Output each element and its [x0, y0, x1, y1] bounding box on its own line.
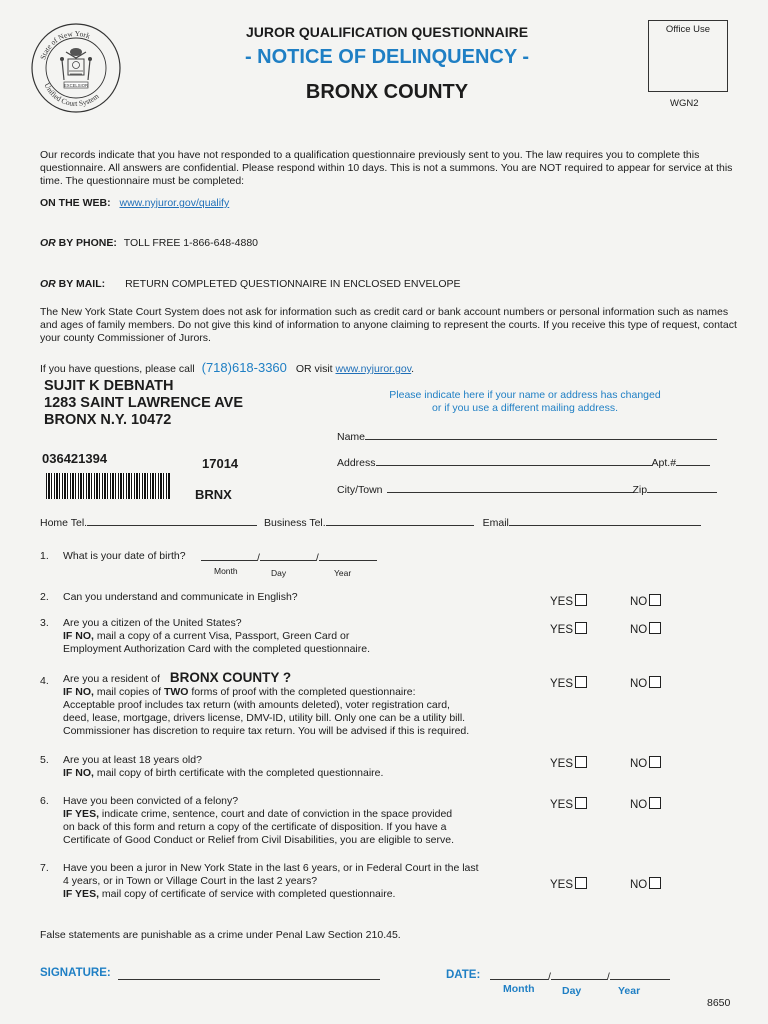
privacy-paragraph: The New York State Court System does not ask for information such as credit card or bank account numbers or personal information such as names and ages of family members. Do not give this kind of information to anyone claiming to represent the courts. If you receive this type of request, contact your county Commissioner of Jurors. [40, 306, 737, 344]
contact-row [40, 515, 701, 529]
office-use-label: Office Use [665, 24, 711, 35]
change-notice-line2: or if you use a different mailing address. [432, 402, 618, 414]
date-month-label: Month [503, 983, 535, 995]
q7-if-label: IF YES, [63, 888, 99, 900]
q5-no-label: NO [630, 758, 648, 770]
phone-method [40, 237, 258, 249]
home-tel-field[interactable] [40, 517, 257, 529]
q2-line: Can you understand and communicate in English? [63, 591, 298, 603]
delinquency-notice: - NOTICE OF DELINQUENCY - [244, 46, 530, 68]
q4-yes[interactable] [550, 676, 587, 690]
q2-text [63, 591, 533, 604]
mail-method [40, 278, 461, 290]
q6-yes[interactable] [550, 797, 587, 811]
q4-number: 4. [40, 675, 49, 687]
signature-label: SIGNATURE: [40, 967, 111, 979]
q6-if-line1: indicate crime, sentence, court and date of conviction in the space provided [99, 808, 453, 820]
home-tel-label: Home Tel. [40, 517, 88, 529]
q4-if-pre: mail copies of [93, 686, 164, 698]
q6-if-line2: on back of this form and return a copy of the certificate of disposition. If you have a [63, 821, 447, 833]
q7-no[interactable] [630, 877, 661, 891]
q3-yes-label: YES [550, 624, 574, 636]
web-link[interactable]: www.nyjuror.gov/qualify [119, 197, 230, 209]
q7-text [63, 862, 543, 901]
address-field[interactable] [337, 455, 710, 469]
date-year-label: Year [618, 985, 641, 997]
q3-yes[interactable] [550, 622, 587, 636]
q7-yes-checkbox[interactable] [575, 877, 587, 889]
zip-field-label: Zip [632, 484, 648, 496]
q5-if-line1: mail copy of birth certificate with the completed questionnaire. [93, 767, 384, 779]
q5-no-checkbox[interactable] [649, 756, 661, 768]
dob-day-label: Day [271, 568, 287, 578]
addressee-street: 1283 SAINT LAWRENCE AVE [44, 395, 244, 411]
q7-no-label: NO [630, 879, 648, 891]
q6-number: 6. [40, 795, 49, 807]
questions-mid: OR visit [295, 363, 333, 375]
name-field[interactable] [337, 429, 717, 443]
help-phone: (718)618-3360 [201, 360, 287, 375]
barcode [46, 473, 170, 499]
q3-line: Are you a citizen of the United States? [63, 617, 242, 629]
mail-text: RETURN COMPLETED QUESTIONNAIRE IN ENCLOSED ENVELOPE [125, 278, 461, 290]
q3-no-label: NO [630, 624, 648, 636]
q1-line: What is your date of birth? [63, 550, 186, 562]
q6-text [63, 795, 533, 847]
phone-label: BY PHONE: [55, 237, 117, 249]
q5-yes[interactable] [550, 756, 587, 770]
q4-no[interactable] [630, 676, 661, 690]
city-field-label: City/Town [337, 484, 383, 496]
q2-no-label: NO [630, 596, 648, 608]
office-use-box [648, 20, 728, 92]
form-code: WGN2 [670, 98, 699, 109]
q3-if-line1: mail a copy of a current Visa, Passport, Green Card or [93, 630, 350, 642]
questions-suffix: . [411, 363, 415, 375]
q4-county: BRONX COUNTY ? [169, 670, 292, 685]
juror-id: 036421394 [42, 451, 108, 466]
q4-if-post: forms of proof with the completed questionnaire: [188, 686, 416, 698]
q5-line: Are you at least 18 years old? [63, 754, 202, 766]
web-method [40, 197, 229, 209]
help-link[interactable]: www.nyjuror.gov [335, 363, 412, 375]
q4-extra-line1: Acceptable proof includes tax return (with amounts deleted), voter registration card, [63, 699, 450, 711]
addressee-city: BRONX N.Y. 10472 [44, 412, 172, 428]
q5-yes-label: YES [550, 758, 574, 770]
q5-if-label: IF NO, [63, 767, 94, 779]
q7-number: 7. [40, 862, 49, 874]
phone-text: TOLL FREE 1-866-648-4880 [123, 237, 258, 249]
q1-number: 1. [40, 550, 49, 562]
county-code: BRNX [195, 487, 232, 502]
q3-text [63, 617, 533, 656]
q7-yes[interactable] [550, 877, 587, 891]
addressee-block [44, 378, 243, 429]
apt-field-label: Apt.# [651, 457, 677, 469]
q6-no-label: NO [630, 799, 648, 811]
q3-yes-checkbox[interactable] [575, 622, 587, 634]
web-label: ON THE WEB: [40, 197, 111, 209]
q2-yes[interactable] [550, 594, 587, 608]
business-tel-field[interactable] [264, 517, 474, 529]
q7-if-line1: mail copy of certificate of service with completed questionnaire. [99, 888, 396, 900]
email-field[interactable] [483, 517, 701, 529]
q2-yes-label: YES [550, 596, 574, 608]
q5-no[interactable] [630, 756, 661, 770]
false-statements: False statements are punishable as a crime under Penal Law Section 210.45. [40, 929, 401, 941]
dob-month-label: Month [214, 566, 238, 576]
change-notice-line1: Please indicate here if your name or address has changed [389, 389, 661, 401]
q6-line: Have you been convicted of a felony? [63, 795, 239, 807]
address-field-label: Address [337, 457, 376, 469]
q4-if-bold: TWO [163, 686, 189, 698]
q7-yes-label: YES [550, 879, 574, 891]
q4-yes-checkbox[interactable] [575, 676, 587, 688]
dob-year-label: Year [334, 568, 352, 578]
q6-yes-label: YES [550, 799, 574, 811]
q5-text [63, 754, 533, 780]
q3-if-line2: Employment Authorization Card with the completed questionnaire. [63, 643, 371, 655]
q3-no[interactable] [630, 622, 661, 636]
q6-no-checkbox[interactable] [649, 797, 661, 809]
business-tel-label: Business Tel. [264, 517, 326, 529]
addressee-name: SUJIT K DEBNATH [44, 378, 174, 394]
q6-if-label: IF YES, [63, 808, 99, 820]
name-field-label: Name [337, 431, 366, 443]
q4-lead: Are you a resident of [63, 673, 160, 685]
q5-yes-checkbox[interactable] [575, 756, 587, 768]
phone-or-label: OR [40, 237, 56, 249]
date-label: DATE: [446, 969, 481, 981]
q2-number: 2. [40, 591, 49, 603]
signature-line[interactable] [118, 968, 380, 980]
q7-no-checkbox[interactable] [649, 877, 661, 889]
seal-top-text: State of New York [38, 28, 92, 61]
seal-ribbon-text: EXCELSIOR [64, 83, 88, 88]
q2-yes-checkbox[interactable] [575, 594, 587, 606]
q7-line1: Have you been a juror in New York State in the last 6 years, or in Federal Court in the last [63, 862, 479, 874]
questions-prefix: If you have questions, please call [40, 363, 195, 375]
q4-yes-label: YES [550, 678, 574, 690]
questions-line [40, 360, 414, 375]
form-number: 8650 [707, 997, 731, 1009]
intro-paragraph: Our records indicate that you have not responded to a qualification questionnaire previously sent to you. The law requires you to complete this questionnaire. All answers are confidential. Please respond within 10 days. This is not a summons. You are NOT required to appear for service at this time. The questionnaire must be completed: [40, 149, 733, 187]
q6-no[interactable] [630, 797, 661, 811]
q4-if-label: IF NO, [63, 686, 94, 698]
dob-field[interactable]: / / [201, 550, 377, 564]
q5-number: 5. [40, 754, 49, 766]
county-title: BRONX COUNTY [305, 81, 469, 103]
mail-or-label: OR [40, 278, 56, 290]
q4-no-label: NO [630, 678, 648, 690]
change-notice [340, 389, 710, 415]
q3-no-checkbox[interactable] [649, 622, 661, 634]
q6-yes-checkbox[interactable] [575, 797, 587, 809]
q3-if-label: IF NO, [63, 630, 94, 642]
q4-extra-line2: deed, lease, mortgage, drivers license, DMV-ID, utility bill. Only one can be a utility bill. [63, 712, 466, 724]
q6-if-line3: Certificate of Good Conduct or Relief from Civil Disabilities, you are eligible to serve. [63, 834, 454, 846]
q3-number: 3. [40, 617, 49, 629]
date-day-label: Day [562, 985, 582, 997]
q7-line2: 4 years, or in Town or Village Court in the last 2 years? [63, 875, 318, 887]
q2-no-checkbox[interactable] [649, 594, 661, 606]
date-field[interactable]: / / [490, 969, 670, 983]
q2-no[interactable] [630, 594, 661, 608]
mail-label: BY MAIL: [55, 278, 106, 290]
seal-bottom-text: Unified Court System [42, 81, 101, 109]
q4-extra-line3: Commissioner has discretion to require tax return. You will be advised if this is required. [63, 725, 470, 737]
juror-code: 17014 [202, 456, 239, 471]
q4-text [63, 671, 533, 738]
email-label: Email [482, 517, 509, 529]
form-title: JUROR QUALIFICATION QUESTIONNAIRE [245, 24, 529, 40]
city-field[interactable] [337, 482, 717, 496]
q4-no-checkbox[interactable] [649, 676, 661, 688]
